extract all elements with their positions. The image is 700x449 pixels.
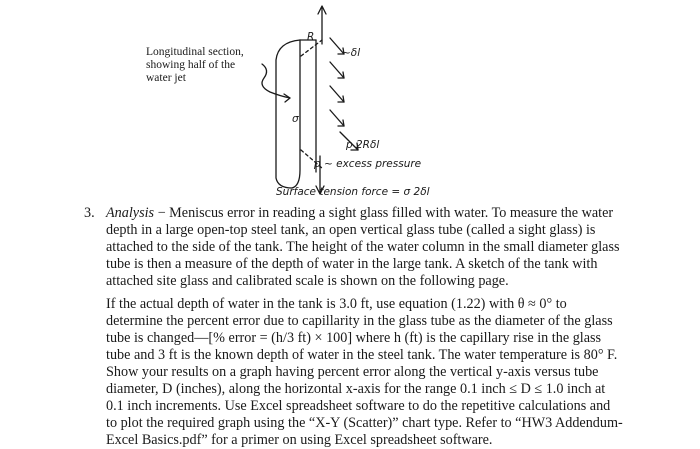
problem-title: Analysis <box>106 205 155 221</box>
caption-line: showing half of the <box>146 59 236 71</box>
problem-body <box>106 205 624 449</box>
problem-3 <box>84 205 624 449</box>
sigma-label: σ <box>292 113 299 125</box>
sketch-caption <box>146 46 264 85</box>
delta-l-label: ~δl <box>342 47 361 59</box>
problem-paragraph-1 <box>106 205 624 290</box>
surface-tension-label: Surface tension force = σ 2δl <box>276 186 430 198</box>
pressure-force-label: p 2Rδl <box>346 139 380 151</box>
pressure-definition-label: p ~ excess pressure <box>314 158 422 170</box>
water-jet-sketch <box>0 0 700 205</box>
radius-label: R <box>307 31 315 43</box>
problem-number: 3. <box>84 205 95 221</box>
caption-line: Longitudinal section, <box>146 46 244 58</box>
problem-paragraph-2: If the actual depth of water in the tank is 3.0 ft, use equation (1.22) with θ ≈ 0° to determine the percent error due to capillarity in the glass tube as the diameter of the glass tube is changed—[% error = (h/3 ft) × 100] where h (ft) is the capillary rise in the glass tube and 3 ft is the known depth of water in the steel tank. The water temperature is 80° F. Show your results on a graph having percent error along the vertical y-axis versus tube diameter, D (inches), along the horizontal x-axis for the range 0.1 inch ≤ D ≤ 1.0 inch at 0.1 inch increments. Use Excel spreadsheet software to do the repetitive calculations and to plot the required graph using the “X-Y (Scatter)” chart type. Refer to “HW3 Addendum-Excel Basics.pdf” for a primer on using Excel spreadsheet software. <box>106 296 623 448</box>
caption-line: water jet <box>146 72 186 84</box>
problem-intro-text: − Meniscus error in reading a sight glass filled with water. To measure the water depth in a large open-top steel tank, an open vertical glass tube (called a sight glass) is attached to the side of the tank. The height of the water column in the small diameter glass tube is then a measure of the depth of water in the large tank. A sketch of the tank with attached site glass and calibrated scale is shown on the following page. <box>106 205 620 289</box>
